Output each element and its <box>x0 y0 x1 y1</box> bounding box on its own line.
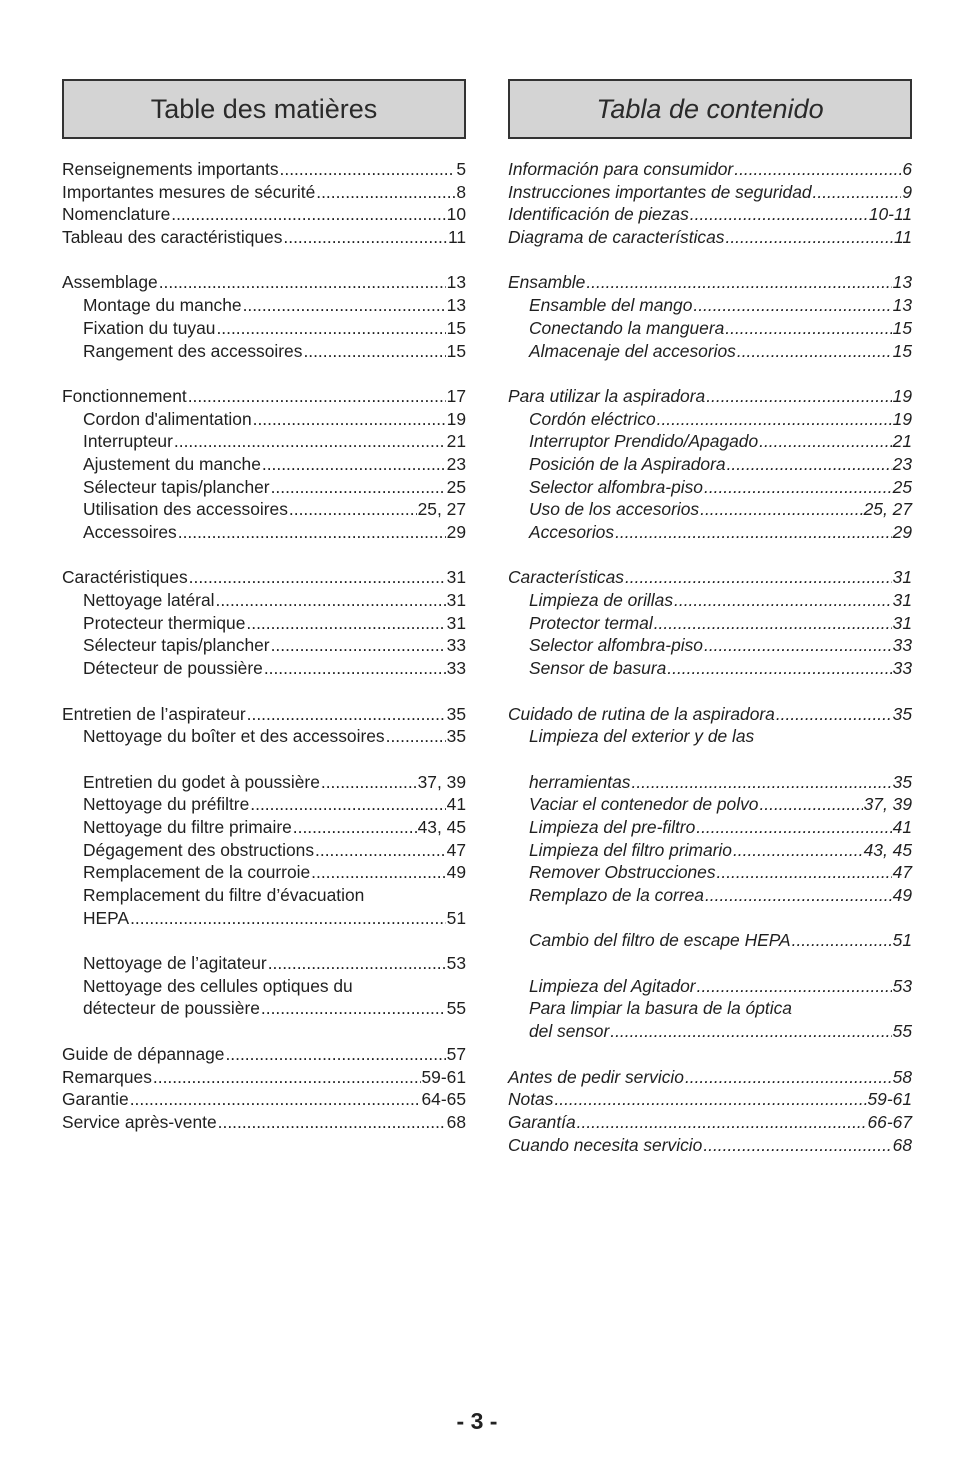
toc-entry-page: 35 <box>892 703 912 724</box>
toc-entry-label: Antes de pedir servicio <box>508 1066 684 1087</box>
toc-entry-page: 10 <box>446 204 466 225</box>
toc-entry <box>508 317 912 340</box>
toc-entry <box>62 839 466 862</box>
toc-entry <box>62 1043 466 1066</box>
toc-entry-label: Remplacement du filtre d’évacuation <box>83 885 365 905</box>
dot-leader <box>189 566 446 589</box>
toc-entry <box>508 1111 912 1134</box>
toc-entry-page: 21 <box>446 431 466 452</box>
toc-entry-label: Entretien du godet à poussière <box>83 771 320 792</box>
toc-entry-page: 41 <box>892 816 912 837</box>
spanish-toc-list <box>508 158 912 1156</box>
toc-entry-label: HEPA <box>83 907 130 928</box>
dot-leader <box>315 839 446 862</box>
toc-entry-label: Nettoyage de l’agitateur <box>83 953 267 974</box>
toc-entry-label: Protector termal <box>529 612 653 633</box>
toc-entry <box>62 453 466 476</box>
toc-entry-page: 51 <box>446 907 466 928</box>
toc-entry-page: 49 <box>446 862 466 883</box>
toc-entry-label: Fonctionnement <box>62 385 187 406</box>
toc-entry <box>508 271 912 294</box>
dot-leader <box>268 952 446 975</box>
toc-entry <box>62 952 466 975</box>
dot-leader <box>178 521 446 544</box>
toc-entry-label: Tableau des caractéristiques <box>62 227 283 248</box>
dot-leader <box>690 203 868 226</box>
toc-entry <box>62 793 466 816</box>
toc-entry-label: Cuidado de rutina de la aspiradora <box>508 703 775 724</box>
toc-entry-label: Nettoyage latéral <box>83 590 215 611</box>
toc-entry-page: 31 <box>446 612 466 633</box>
toc-entry <box>62 294 466 317</box>
dot-leader <box>776 703 892 726</box>
toc-entry <box>62 271 466 294</box>
toc-entry-label: Remover Obstrucciones <box>529 862 716 883</box>
dot-leader <box>153 1066 421 1089</box>
toc-entry-page: 47 <box>892 862 912 883</box>
toc-entry-page: 57 <box>446 1043 466 1064</box>
toc-entry <box>508 203 912 226</box>
dot-leader <box>271 476 446 499</box>
toc-entry <box>62 385 466 408</box>
dot-leader <box>725 317 891 340</box>
dot-leader <box>261 997 446 1020</box>
dot-leader <box>615 521 892 544</box>
toc-entry <box>508 725 912 748</box>
dot-leader <box>303 340 445 363</box>
toc-entry <box>508 498 912 521</box>
toc-entry-label: Selector alfombra-piso <box>529 476 703 497</box>
toc-entry-label: Características <box>508 567 624 588</box>
toc-entry-label: Protecteur thermique <box>83 612 246 633</box>
toc-entry-label: Nomenclature <box>62 204 171 225</box>
toc-entry-page: 13 <box>892 295 912 316</box>
toc-entry-label: Cordón eléctrico <box>529 408 656 429</box>
toc-entry-label: Sensor de basura <box>529 658 667 679</box>
french-toc-list <box>62 158 466 1134</box>
dot-leader <box>813 181 902 204</box>
toc-entry <box>62 816 466 839</box>
toc-entry-label: Limpieza del exterior y de las <box>529 726 755 747</box>
dot-leader <box>586 271 891 294</box>
toc-entry-page: 37, 39 <box>417 771 466 792</box>
dot-leader <box>215 589 445 612</box>
toc-entry-page: 29 <box>446 522 466 542</box>
toc-entry-label: herramientas <box>529 771 631 792</box>
toc-entry-label: Nettoyage du boîter et des accessoires <box>83 726 385 747</box>
toc-entry-page: 35 <box>892 771 912 792</box>
toc-entry-page: 33 <box>446 658 466 679</box>
toc-entry <box>62 521 466 544</box>
toc-entry-page: 29 <box>892 522 912 542</box>
toc-entry <box>508 1020 912 1043</box>
toc-entry-label: Montage du manche <box>83 295 242 316</box>
toc-entry <box>508 476 912 499</box>
toc-entry-page: 23 <box>446 453 466 474</box>
toc-entry-label: Sélecteur tapis/plancher <box>83 635 270 656</box>
dot-leader <box>706 385 891 408</box>
dot-leader <box>737 340 892 363</box>
toc-entry-label: Información para consumidor <box>508 159 734 179</box>
dot-leader <box>654 612 892 635</box>
toc-entry <box>508 453 912 476</box>
dot-leader <box>216 317 445 340</box>
toc-entry-page: 33 <box>892 658 912 679</box>
dot-leader <box>577 1111 867 1134</box>
toc-entry-page: 41 <box>446 794 466 815</box>
toc-entry-page: 11 <box>893 227 912 248</box>
dot-leader <box>657 408 892 431</box>
toc-entry <box>508 703 912 726</box>
toc-entry-page: 47 <box>446 839 466 860</box>
toc-entry-label: Accesorios <box>529 522 615 542</box>
toc-entry-label: Interruptor Prendido/Apagado <box>529 431 759 452</box>
dot-leader <box>759 430 892 453</box>
dot-leader <box>159 271 446 294</box>
toc-entry-page: 55 <box>446 998 466 1019</box>
toc-entry-page: 15 <box>446 340 466 361</box>
toc-entry-page: 15 <box>892 340 912 361</box>
toc-entry <box>62 408 466 431</box>
toc-entry-page: 8 <box>456 181 466 202</box>
french-toc-column <box>62 79 466 1134</box>
toc-entry <box>62 317 466 340</box>
toc-entry-label: Remplazo de la correa <box>529 885 704 905</box>
toc-entry <box>508 771 912 794</box>
toc-entry-label: Remplacement de la courroie <box>83 862 311 883</box>
toc-entry-label: Rangement des accessoires <box>83 340 303 361</box>
toc-entry <box>62 975 466 998</box>
toc-entry-label: Limpieza del Agitador <box>529 975 696 996</box>
toc-entry <box>62 158 466 181</box>
toc-entry-page: 49 <box>892 885 912 905</box>
dot-leader <box>697 975 892 998</box>
toc-entry-page: 33 <box>446 635 466 656</box>
dot-leader <box>311 861 445 884</box>
toc-entry <box>62 1111 466 1134</box>
dot-leader <box>264 657 446 680</box>
toc-entry-label: Posición de la Aspiradora <box>529 453 726 474</box>
toc-entry-page: 43, 45 <box>863 839 912 860</box>
dot-leader <box>704 476 892 499</box>
toc-entry-page: 68 <box>892 1134 912 1155</box>
toc-entry-page: 25, 27 <box>417 499 466 520</box>
dot-leader <box>188 385 446 408</box>
toc-entry <box>62 703 466 726</box>
dot-leader <box>316 181 455 204</box>
toc-entry <box>508 816 912 839</box>
toc-entry-label: Cuando necesita servicio <box>508 1134 703 1155</box>
toc-entry-label: Para utilizar la aspiradora <box>508 385 706 406</box>
toc-entry-label: Service après-vente <box>62 1111 217 1132</box>
dot-leader <box>610 1020 891 1043</box>
toc-entry-label: Selector alfombra-piso <box>529 635 703 656</box>
toc-entry <box>508 385 912 408</box>
toc-entry <box>62 657 466 680</box>
dot-leader <box>218 1111 446 1134</box>
dot-leader <box>674 589 892 612</box>
toc-entry <box>508 1066 912 1089</box>
toc-entry <box>508 566 912 589</box>
toc-entry <box>62 725 466 748</box>
toc-entry-page: 59-61 <box>867 1089 912 1110</box>
toc-entry-label: Nettoyage du préfiltre <box>83 794 250 815</box>
dot-leader <box>171 203 445 226</box>
toc-entry <box>508 408 912 431</box>
toc-entry <box>508 340 912 363</box>
toc-entry-page: 66-67 <box>867 1111 912 1132</box>
toc-entry-label: Para limpiar la basura de la óptica <box>529 998 792 1019</box>
toc-entry-label: Vaciar el contenedor de polvo <box>529 794 759 815</box>
dot-leader <box>733 839 863 862</box>
toc-entry-label: Accessoires <box>83 522 177 542</box>
toc-entry <box>508 884 912 907</box>
page-number: - 3 - <box>456 1408 498 1434</box>
toc-entry-page: 58 <box>892 1066 912 1087</box>
dot-leader <box>243 294 446 317</box>
toc-entry-page: 19 <box>892 385 912 406</box>
dot-leader <box>130 1088 421 1111</box>
toc-entry-label: Cordon d'alimentation <box>83 408 252 429</box>
dot-leader <box>632 771 892 794</box>
toc-entry <box>62 634 466 657</box>
toc-entry-page: 15 <box>892 317 912 338</box>
toc-entry-page: 51 <box>892 930 912 951</box>
toc-entry-page: 25, 27 <box>863 499 912 520</box>
toc-entry-label: Entretien de l’aspirateur <box>62 703 246 724</box>
toc-entry-page: 17 <box>446 385 466 406</box>
dot-leader <box>696 816 891 839</box>
toc-entry-page: 33 <box>892 635 912 656</box>
toc-entry <box>508 997 912 1020</box>
toc-entry-label: Uso de los accesorios <box>529 499 700 520</box>
toc-entry-page: 6 <box>902 159 912 179</box>
dot-leader <box>289 498 417 521</box>
dot-leader <box>705 884 892 907</box>
dot-leader <box>262 453 446 476</box>
toc-entry <box>62 476 466 499</box>
toc-entry <box>62 430 466 453</box>
dot-leader <box>225 1043 445 1066</box>
toc-entry-page: 31 <box>446 590 466 611</box>
toc-entry-page: 21 <box>892 431 912 452</box>
toc-entry-label: Notas <box>508 1089 554 1110</box>
spanish-toc-title: Tabla de contenido <box>508 79 912 139</box>
toc-entry-page: 15 <box>446 317 466 338</box>
dot-leader <box>759 793 862 816</box>
toc-entry-page: 23 <box>892 453 912 474</box>
toc-entry-page: 68 <box>446 1111 466 1132</box>
dot-leader <box>271 634 446 657</box>
dot-leader <box>625 566 892 589</box>
dot-leader <box>253 408 446 431</box>
toc-entry-label: Limpieza del filtro primario <box>529 839 732 860</box>
dot-leader <box>667 657 891 680</box>
dot-leader <box>247 703 446 726</box>
toc-entry-page: 31 <box>446 567 466 588</box>
toc-entry <box>508 975 912 998</box>
toc-entry-label: Caractéristiques <box>62 567 188 588</box>
toc-entry-label: Utilisation des accessoires <box>83 499 288 520</box>
dot-leader <box>704 634 892 657</box>
toc-entry-label: Identificación de piezas <box>508 204 689 225</box>
toc-entry-page: 9 <box>902 181 912 202</box>
toc-entry <box>62 861 466 884</box>
toc-entry-page: 31 <box>892 590 912 611</box>
toc-entry-label: Assemblage <box>62 272 158 293</box>
dot-leader <box>386 725 446 748</box>
toc-entry-page: 55 <box>892 1021 912 1042</box>
toc-entry-label: del sensor <box>529 1021 610 1042</box>
toc-entry <box>62 589 466 612</box>
toc-entry-label: Garantie <box>62 1089 129 1110</box>
toc-entry-page: 31 <box>892 612 912 633</box>
toc-entry-page: 19 <box>892 408 912 429</box>
toc-entry <box>62 498 466 521</box>
toc-entry <box>508 1088 912 1111</box>
toc-entry-label: Sélecteur tapis/plancher <box>83 476 270 497</box>
toc-entry-label: Détecteur de poussière <box>83 658 263 679</box>
toc-entry-label: Importantes mesures de sécurité <box>62 181 316 202</box>
toc-entry <box>62 340 466 363</box>
toc-entry <box>508 181 912 204</box>
toc-entry-label: détecteur de poussière <box>83 998 260 1019</box>
toc-entry-page: 25 <box>892 476 912 497</box>
toc-entry-page: 31 <box>892 567 912 588</box>
toc-entry <box>508 793 912 816</box>
toc-entry <box>62 181 466 204</box>
toc-entry <box>508 839 912 862</box>
toc-entry-page: 25 <box>446 476 466 497</box>
toc-entry <box>62 1066 466 1089</box>
toc-entry-label: Interrupteur <box>83 431 173 452</box>
dot-leader <box>734 158 901 181</box>
dot-leader <box>321 771 417 794</box>
toc-entry-label: Conectando la manguera <box>529 317 725 338</box>
toc-entry-page: 13 <box>446 295 466 316</box>
dot-leader <box>685 1066 892 1089</box>
toc-entry <box>508 861 912 884</box>
dot-leader <box>250 793 445 816</box>
toc-entry-page: 59-61 <box>421 1066 466 1087</box>
toc-entry-page: 11 <box>447 227 466 248</box>
toc-entry-label: Dégagement des obstructions <box>83 839 315 860</box>
toc-entry <box>508 634 912 657</box>
toc-entry <box>62 907 466 930</box>
toc-entry-label: Renseignements importants <box>62 159 279 179</box>
toc-entry <box>508 589 912 612</box>
dot-leader <box>792 929 892 952</box>
toc-entry <box>508 226 912 249</box>
spanish-toc-column <box>508 79 912 1156</box>
toc-entry <box>508 929 912 952</box>
toc-entry-label: Ensamble <box>508 272 586 293</box>
dot-leader <box>130 907 446 930</box>
toc-entry-label: Cambio del filtro de escape HEPA <box>529 930 791 951</box>
dot-leader <box>246 612 445 635</box>
toc-entry-label: Nettoyage du filtre primaire <box>83 816 292 837</box>
toc-entry <box>508 430 912 453</box>
toc-entry-page: 5 <box>456 159 466 179</box>
toc-entry-page: 13 <box>892 272 912 293</box>
toc-entry-label: Limpieza del pre-filtro <box>529 816 696 837</box>
dot-leader <box>700 498 863 521</box>
toc-entry-page: 43, 45 <box>417 816 466 837</box>
toc-entry <box>508 657 912 680</box>
toc-entry-label: Garantía <box>508 1111 576 1132</box>
dot-leader <box>717 861 892 884</box>
toc-entry <box>62 771 466 794</box>
toc-entry <box>508 158 912 181</box>
toc-entry-label: Ensamble del mango <box>529 295 693 316</box>
toc-entry-page: 64-65 <box>421 1089 466 1110</box>
dot-leader <box>283 226 447 249</box>
toc-entry <box>62 1088 466 1111</box>
toc-entry <box>62 884 466 907</box>
dot-leader <box>726 226 893 249</box>
toc-entry-page: 19 <box>446 408 466 429</box>
toc-entry-page: 53 <box>892 975 912 996</box>
dot-leader <box>727 453 892 476</box>
toc-entry-label: Instrucciones importantes de seguridad <box>508 181 812 202</box>
toc-entry-label: Guide de dépannage <box>62 1043 225 1064</box>
dot-leader <box>693 294 891 317</box>
dot-leader <box>554 1088 866 1111</box>
dot-leader <box>703 1134 891 1157</box>
toc-entry-label: Limpieza de orillas <box>529 590 674 611</box>
toc-entry <box>508 521 912 544</box>
toc-entry <box>62 203 466 226</box>
toc-entry-page: 13 <box>446 272 466 293</box>
toc-entry-label: Diagrama de características <box>508 227 725 248</box>
toc-entry-page: 35 <box>446 726 466 747</box>
dot-leader <box>280 158 456 181</box>
toc-entry-page: 53 <box>446 953 466 974</box>
toc-entry <box>62 226 466 249</box>
toc-entry-label: Remarques <box>62 1066 152 1087</box>
toc-entry <box>508 1134 912 1157</box>
french-toc-title: Table des matières <box>62 79 466 139</box>
toc-entry-page: 35 <box>446 703 466 724</box>
toc-entry-label: Almacenaje del accesorios <box>529 340 736 361</box>
toc-entry <box>508 294 912 317</box>
dot-leader <box>174 430 446 453</box>
toc-entry <box>62 566 466 589</box>
toc-entry-label: Nettoyage des cellules optiques du <box>83 975 353 996</box>
dot-leader <box>293 816 417 839</box>
toc-entry-page: 37, 39 <box>863 794 912 815</box>
toc-entry <box>62 612 466 635</box>
toc-entry <box>62 997 466 1020</box>
toc-entry-label: Fixation du tuyau <box>83 317 216 338</box>
toc-entry <box>508 612 912 635</box>
toc-entry-page: 10-11 <box>868 204 912 225</box>
toc-entry-label: Ajustement du manche <box>83 453 261 474</box>
